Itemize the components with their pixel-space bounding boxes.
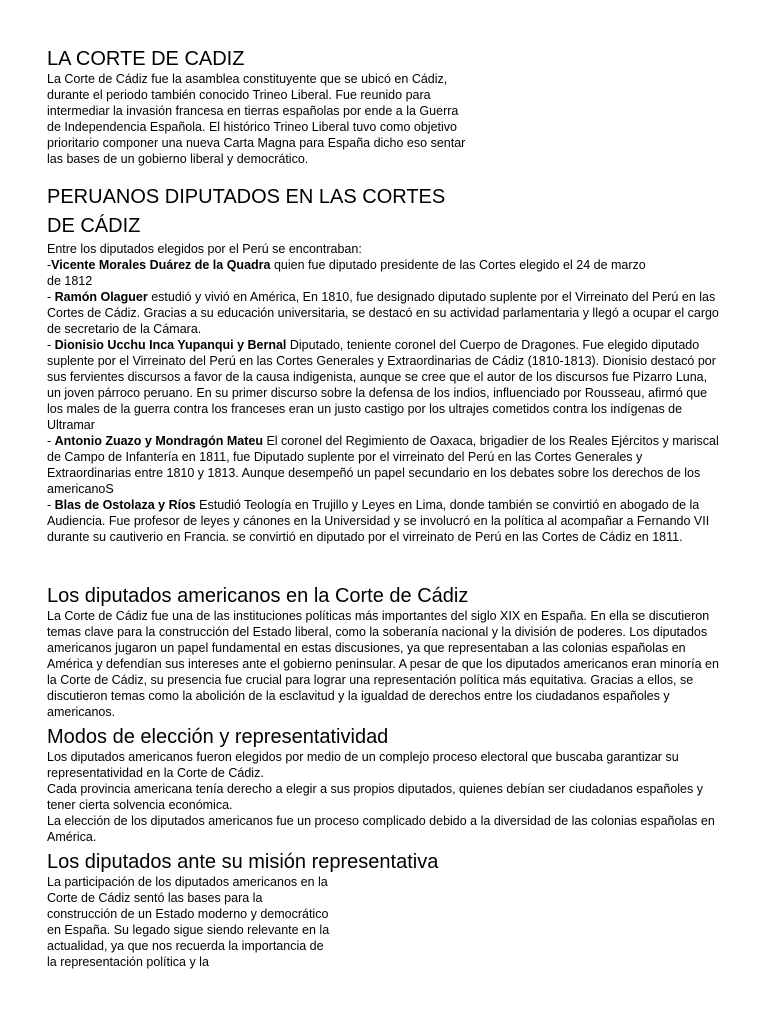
deputy-description: estudió y vivió en América, En 1810, fue designado diputado suplente por el Virreinato del Perú en las Cortes de Cádiz. Gracias a su educación universitaria, se destacó en su actividad parlamentaria y llegó a ocupar el cargo de secretario de la Cámara. bbox=[47, 290, 719, 336]
deputy-name: Vicente Morales Duárez de la Quadra bbox=[51, 258, 271, 272]
paragraph-modos-3: La elección de los diputados americanos fue un proceso complicado debido a la diversidad de las colonias españolas en América. bbox=[47, 814, 715, 844]
deputy-name: Blas de Ostolaza y Ríos bbox=[54, 498, 196, 512]
section-americanos bbox=[47, 584, 722, 720]
paragraph-mision: La participación de los diputados americanos en la Corte de Cádiz sentó las bases para la construcción de un Estado moderno y democrático en España. Su legado sigue siendo relevante en la actualidad, ya que nos recuerda la importancia de la representación política y la bbox=[47, 875, 330, 969]
entry-prefix: - bbox=[47, 434, 55, 448]
entry-prefix: - bbox=[47, 258, 52, 272]
deputy-description: quien fue diputado presidente de las Cortes elegido el 24 de marzo de 1812 bbox=[47, 258, 646, 288]
deputy-entry bbox=[47, 257, 662, 289]
heading-modos: Modos de elección y representatividad bbox=[47, 726, 389, 748]
paragraph-peruanos-intro: Entre los diputados elegidos por el Perú se encontraban: bbox=[47, 242, 362, 256]
paragraph-americanos: La Corte de Cádiz fue una de las instituciones políticas más importantes del siglo XIX en España. En ella se discutieron temas clave para la construcción del Estado liberal, como la soberanía nacional y la división de poderes. Los diputados americanos jugaron un papel fundamental en estas discusiones, ya que representaban a las colonias españolas en América y defendían sus intereses ante el gobierno peninsular. A pesar de que los diputados americanos eran minoría en la Corte de Cádiz, su presencia fue crucial para lograr una representación política más equitativa. Gracias a ellos, se discutieron temas como la abolición de la esclavitud y la igualdad de derechos entre los ciudadanos españoles y americanos. bbox=[47, 609, 719, 719]
section-mision bbox=[47, 850, 439, 970]
heading-mision: Los diputados ante su misión representativa bbox=[47, 851, 439, 873]
section-modos bbox=[47, 725, 722, 845]
heading-peruanos: PERUANOS DIPUTADOS EN LAS CORTES DE CÁDIZ bbox=[47, 186, 446, 237]
section-corte bbox=[47, 47, 467, 167]
paragraph-corte: La Corte de Cádiz fue la asamblea constituyente que se ubicó en Cádiz, durante el periodo también conocido Trineo Liberal. Fue reunido para intermediar la invasión francesa en tierras españolas por ende a la Guerra de Independencia Española. El histórico Trineo Liberal tuvo como objetivo prioritario componer una nueva Carta Magna para España dicho eso sentar las bases de un gobierno liberal y democrático. bbox=[47, 72, 466, 166]
deputy-entry bbox=[47, 497, 722, 545]
deputy-entry bbox=[47, 289, 722, 337]
deputy-name: Ramón Olaguer bbox=[54, 290, 148, 304]
deputy-description: Estudió Teología en Trujillo y Leyes en Lima, donde también se convirtió en abogado de la Audiencia. Fue profesor de leyes y cánones en la Universidad y se involucró en la política al acompañar a Fernando VII durante su cautiverio en Francia. se convirtió en diputado por el virreinato de Perú en las Cortes de Cádiz en 1811. bbox=[47, 498, 710, 544]
paragraph-modos-2: Cada provincia americana tenía derecho a elegir a sus propios diputados, quienes debían ser ciudadanos españoles y tener cierta solvencia económica. bbox=[47, 782, 703, 812]
deputy-entry bbox=[47, 433, 722, 497]
paragraph-modos-1: Los diputados americanos fueron elegidos por medio de un complejo proceso electoral que buscaba garantizar su representatividad en la Corte de Cádiz. bbox=[47, 750, 679, 780]
heading-corte: LA CORTE DE CADIZ bbox=[47, 48, 245, 70]
deputy-entry bbox=[47, 337, 722, 433]
deputy-name: Antonio Zuazo y Mondragón Mateu bbox=[54, 434, 263, 448]
section-peruanos bbox=[47, 183, 722, 545]
heading-americanos: Los diputados americanos en la Corte de Cádiz bbox=[47, 585, 469, 607]
entry-prefix: - bbox=[47, 498, 55, 512]
entry-prefix: - bbox=[47, 290, 55, 304]
entry-prefix: - bbox=[47, 338, 55, 352]
deputy-description: Diputado, teniente coronel del Cuerpo de Dragones. Fue elegido diputado suplente por el Virreinato del Perú en las Cortes Generales y Extraordinarias de Cádiz (1810-1813). Dionisio destacó por sus fervientes discursos a favor de la causa indigenista, aunque se cree que el autor de los discursos fue Pizarro Luna, un joven párroco peruano. En su primer discurso sobre la defensa de los indios, influenciado por Rousseau, afirmó que los males de la guerra contra los franceses eran un justo castigo por los ultrajes cometidos contra los indígenas de Ultramar bbox=[47, 338, 716, 432]
deputy-description: El coronel del Regimiento de Oaxaca, brigadier de los Reales Ejércitos y mariscal de Campo de Infantería en 1811, fue Diputado suplente por el virreinato del Perú en las Cortes Generales y Extraordinarias entre 1810 y 1813. Aunque desempeñó un papel secundario en los debates sobre los derechos de los americanoS bbox=[47, 434, 719, 496]
deputy-name: Dionisio Ucchu Inca Yupanqui y Bernal bbox=[54, 338, 287, 352]
